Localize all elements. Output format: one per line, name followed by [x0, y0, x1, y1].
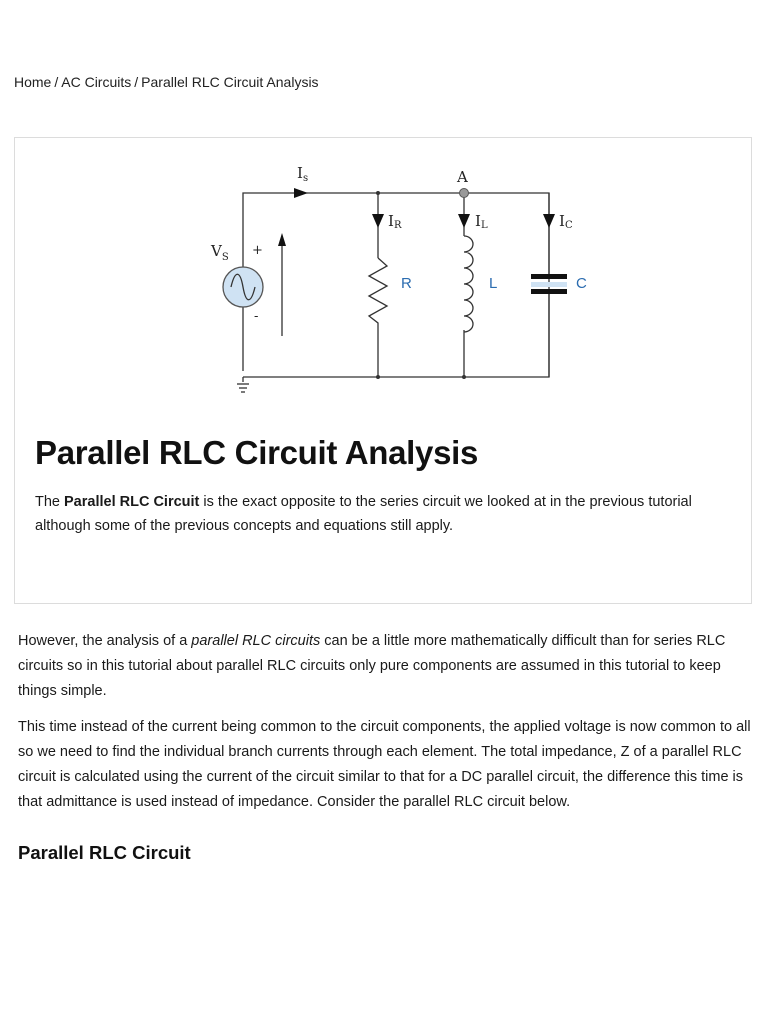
parallel-rlc-circuit-diagram [195, 158, 587, 398]
paragraph-text: However, the analysis of a [18, 633, 192, 649]
intro-bold-term: Parallel RLC Circuit [64, 494, 200, 510]
junction-dot [376, 375, 380, 379]
ic-arrow-icon [543, 214, 555, 228]
paragraph-text: can be a little more mathematically difficult than for series RLC circuits so in this tutorial about parallel RLC circuits only pure components are assumed in this tutorial to keep things simple. [18, 633, 726, 699]
capacitor-plate-bottom [531, 289, 567, 294]
breadcrumb-home-link[interactable]: Home [14, 74, 52, 90]
ic-label: IC [559, 212, 573, 231]
article-header-card [14, 137, 752, 604]
is-arrow-icon [294, 188, 308, 198]
node-a-dot [460, 189, 469, 198]
intro-text: The [35, 494, 65, 510]
body-paragraph-2: This time instead of the current being common to the circuit components, the applied voltage is now common to all so we need to find the individual branch currents through each element. The total impedance, Z of a parallel RLC circuit is calculated using the current of the circuit similar to that for a DC parallel circuit, the difference this time is that admittance is used instead of impedance. Consider the parallel RLC circuit below. [18, 719, 751, 810]
section-heading: Parallel RLC Circuit [18, 842, 191, 863]
voltage-arrow-head-icon [278, 233, 286, 246]
minus-sign: - [254, 309, 259, 324]
intro-paragraph [35, 490, 725, 538]
italic-term: parallel RLC circuits [191, 633, 321, 649]
capacitor-plate-top [531, 274, 567, 279]
junction-dot [462, 375, 466, 379]
breadcrumb [14, 74, 319, 90]
resistor-symbol [369, 258, 387, 328]
breadcrumb-section-link[interactable]: AC Circuits [61, 74, 132, 90]
plus-sign: + [252, 243, 263, 258]
capacitor-dielectric [531, 282, 567, 287]
junction-dot [376, 191, 380, 195]
l-label: L [489, 275, 498, 292]
intro-text: is the exact opposite to the series circuit we looked at in the previous tutorial although some of the previous concepts and equations still apply. [35, 494, 692, 534]
source-label: $V_S$ [211, 242, 229, 263]
breadcrumb-separator: / [54, 74, 59, 90]
ir-label: IR [388, 212, 402, 231]
breadcrumb-separator: / [134, 74, 139, 90]
il-arrow-icon [458, 214, 470, 228]
il-label: IL [475, 212, 488, 231]
page-title: Parallel RLC Circuit Analysis [35, 434, 479, 471]
node-a-label: A [457, 168, 468, 186]
c-label: C [576, 275, 587, 292]
body-paragraph-1 [18, 629, 753, 704]
breadcrumb-current: Parallel RLC Circuit Analysis [141, 74, 319, 90]
ir-arrow-icon [372, 214, 384, 228]
is-label: $I_s$ [297, 164, 309, 184]
inductor-symbol [464, 236, 473, 332]
r-label: R [401, 275, 412, 292]
